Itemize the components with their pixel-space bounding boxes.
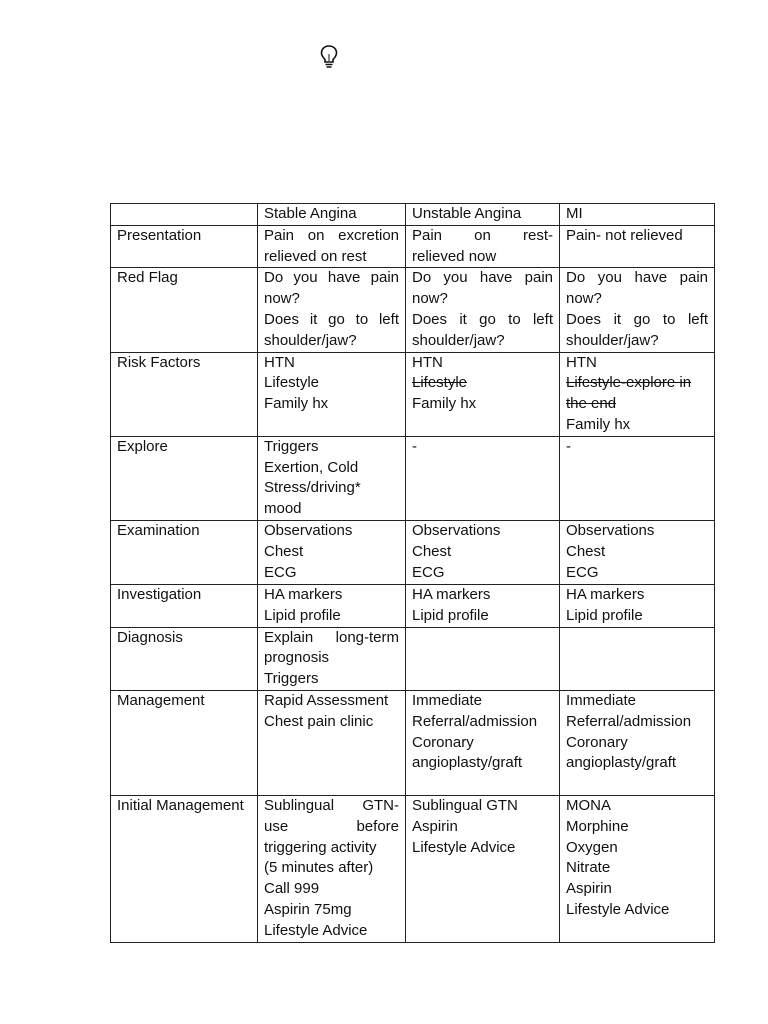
cell-line: Lifestyle [264, 374, 320, 392]
cell-line: Does it go to left shoulder/jaw? [412, 310, 553, 349]
cell-line: HA markers [566, 585, 645, 603]
cell-line: angioplasty/graft [566, 754, 677, 772]
cell-unstable: - [406, 436, 560, 520]
cell-line: Immediate [566, 691, 637, 709]
cell-unstable [406, 584, 560, 627]
cell-unstable [406, 627, 560, 690]
cell-mi [560, 795, 715, 942]
cell-unstable [406, 352, 560, 436]
cell-line: Do you have pain now? [264, 269, 399, 308]
cell-mi: - [560, 436, 715, 520]
cell-line: Observations [264, 521, 353, 539]
cell-mi: Pain- not relieved [560, 225, 715, 268]
cell-mi [560, 268, 715, 352]
cell-stable [258, 352, 406, 436]
cell-line: mood [264, 500, 302, 518]
cell-line: HA markers [264, 585, 343, 603]
cell-line: Lipid profile [566, 606, 643, 624]
cell-line: Aspirin 75mg [264, 900, 352, 918]
cell-mi [560, 352, 715, 436]
table-header-row [111, 204, 715, 226]
cell-mi [560, 584, 715, 627]
header-unstable-angina: Unstable Angina [406, 204, 560, 226]
cell-stable [258, 268, 406, 352]
cell-stable: Pain on excretion relieved on rest [258, 225, 406, 268]
cell-stable [258, 627, 406, 690]
cell-line: Nitrate [566, 859, 611, 877]
cell-line: Do you have pain now? [566, 269, 708, 308]
cell-line: Family hx [412, 395, 477, 413]
cell-line: Rapid Assessment [264, 691, 389, 709]
cell-stable [258, 795, 406, 942]
cell-line: Observations [566, 521, 655, 539]
cell-line: Sublingual GTN [412, 796, 518, 814]
row-label: Investigation [111, 584, 258, 627]
cell-line: Family hx [264, 395, 329, 413]
row-label: Presentation [111, 225, 258, 268]
cell-line: (5 minutes after) [264, 859, 374, 877]
row-label: Red Flag [111, 268, 258, 352]
cell-line: ECG [566, 563, 599, 581]
cell-stable [258, 584, 406, 627]
cell-line: Exertion, Cold [264, 458, 359, 476]
cell-line: Referral/admission [566, 712, 692, 730]
table-row-red-flag [111, 268, 715, 352]
cell-unstable [406, 268, 560, 352]
row-label: Explore [111, 436, 258, 520]
cell-unstable: Pain on rest- relieved now [406, 225, 560, 268]
header-cell-empty [111, 204, 258, 226]
cell-line: Lifestyle Advice [566, 900, 670, 918]
cell-line: HTN [264, 353, 295, 371]
cell-line: Aspirin [566, 880, 612, 898]
cell-line: HA markers [412, 585, 491, 603]
table-row-investigation [111, 584, 715, 627]
cell-line: HTN [566, 353, 597, 371]
cell-line: Do you have pain now? [412, 269, 553, 308]
cell-line: Coronary [412, 733, 474, 751]
cell-line: Chest [566, 542, 606, 560]
cell-line: Observations [412, 521, 501, 539]
table-row-management [111, 690, 715, 795]
cell-line: Coronary [566, 733, 628, 751]
cell-line: angioplasty/graft [412, 754, 523, 772]
row-label: Initial Management [111, 795, 258, 942]
cell-line: ECG [264, 563, 297, 581]
cell-line: Triggers [264, 670, 319, 688]
lightbulb-icon [318, 44, 340, 70]
table-row-risk-factors [111, 352, 715, 436]
cell-line: Aspirin [412, 817, 458, 835]
cell-line: HTN [412, 353, 443, 371]
cell-line: Does it go to left shoulder/jaw? [264, 310, 399, 349]
table-row-examination [111, 520, 715, 584]
cell-stable [258, 520, 406, 584]
cell-line: Chest [264, 542, 304, 560]
cell-line: Chest [412, 542, 452, 560]
cell-line: Oxygen [566, 838, 618, 856]
table-row-explore [111, 436, 715, 520]
cell-line: Chest pain clinic [264, 712, 374, 730]
cell-unstable [406, 690, 560, 795]
angina-comparison-table [110, 203, 715, 943]
row-label: Examination [111, 520, 258, 584]
cell-line: Stress/driving* [264, 479, 361, 497]
table-row-diagnosis [111, 627, 715, 690]
row-label: Risk Factors [111, 352, 258, 436]
cell-line: Lipid profile [264, 606, 341, 624]
cell-line: Triggers [264, 437, 319, 455]
cell-unstable [406, 795, 560, 942]
cell-line: Family hx [566, 415, 631, 433]
cell-mi [560, 627, 715, 690]
cell-mi [560, 690, 715, 795]
table-row-presentation [111, 225, 715, 268]
cell-line: ECG [412, 563, 445, 581]
cell-line: Explain long-term prognosis [264, 628, 399, 667]
cell-line: Immediate [412, 691, 483, 709]
cell-line: Lifestyle Advice [264, 921, 368, 939]
cell-line: Call 999 [264, 880, 320, 898]
cell-mi [560, 520, 715, 584]
cell-stable [258, 436, 406, 520]
row-label: Diagnosis [111, 627, 258, 690]
cell-line: Morphine [566, 817, 629, 835]
cell-line-struck: Lifestyle [412, 374, 468, 392]
header-mi: MI [560, 204, 715, 226]
cell-line-struck: Lifestyle-explore in the end [566, 374, 692, 413]
row-label: Management [111, 690, 258, 795]
cell-line: MONA [566, 796, 611, 814]
cell-line: Sublingual GTN- use before triggering activity [264, 796, 399, 856]
cell-line: Lifestyle Advice [412, 838, 516, 856]
header-stable-angina: Stable Angina [258, 204, 406, 226]
cell-line: Referral/admission [412, 712, 538, 730]
cell-line: Lipid profile [412, 606, 489, 624]
cell-line: Does it go to left shoulder/jaw? [566, 310, 708, 349]
cell-unstable [406, 520, 560, 584]
cell-stable [258, 690, 406, 795]
table-row-initial-management [111, 795, 715, 942]
